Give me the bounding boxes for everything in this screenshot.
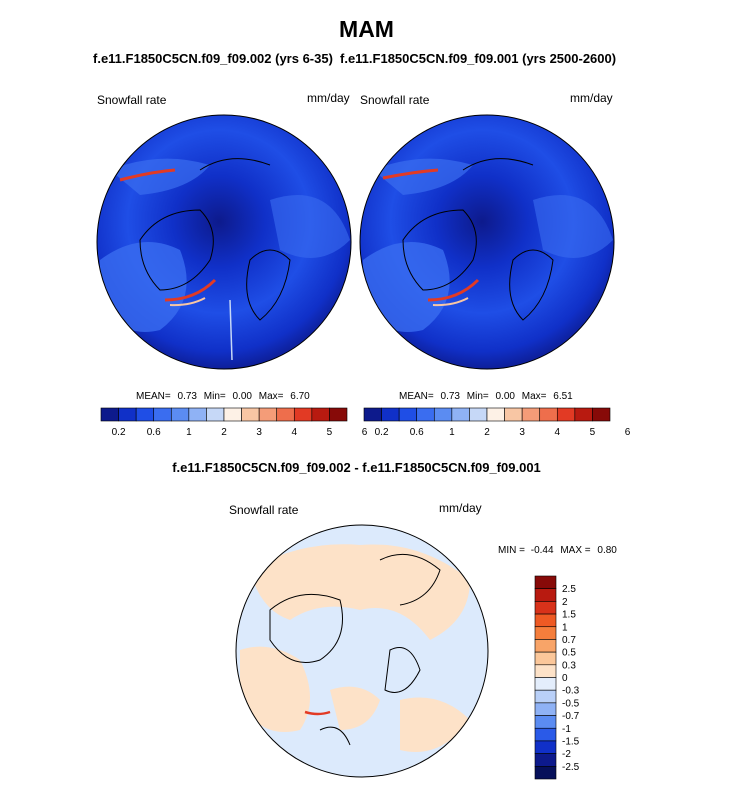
right-colorbar-swatch	[434, 408, 452, 421]
left-colorbar-swatch	[242, 408, 260, 421]
diff-colorbar-swatch	[535, 627, 556, 640]
right-min-label: Min=	[466, 391, 489, 402]
right-colorbar-swatch	[399, 408, 417, 421]
right-colorbar-swatch	[487, 408, 505, 421]
difference-title: f.e11.F1850C5CN.f09_f09.002 - f.e11.F1850C5CN.f09_f09.001	[172, 460, 541, 475]
right-colorbar-tick-label: 2	[484, 427, 490, 438]
left-panel-title: f.e11.F1850C5CN.f09_f09.002 (yrs 6-35)	[93, 51, 333, 66]
left-colorbar-tick-label: 0.6	[146, 427, 161, 438]
diff-colorbar-label: -1	[562, 723, 571, 735]
left-colorbar-tick-label: 2	[221, 427, 227, 438]
right-colorbar-tick-label: 5	[589, 427, 596, 438]
right-mean-value: 0.73	[440, 391, 460, 402]
left-min-label: Min=	[203, 391, 226, 402]
left-colorbar-tick-label: 4	[291, 427, 298, 438]
left-map	[97, 115, 351, 369]
left-units-label: mm/day	[307, 91, 350, 105]
left-colorbar-swatch	[329, 408, 347, 421]
left-max-value: 6.70	[290, 391, 310, 402]
left-colorbar-swatch	[189, 408, 207, 421]
right-variable-label: Snowfall rate	[360, 93, 430, 107]
right-min-value: 0.00	[495, 391, 515, 402]
diff-colorbar-swatch	[535, 614, 556, 627]
diff-colorbar-swatch	[535, 601, 556, 614]
diff-colorbar-label: -1.5	[562, 736, 580, 748]
diff-colorbar-swatch	[535, 690, 556, 703]
left-colorbar-swatch	[277, 408, 295, 421]
left-colorbar-swatch	[171, 408, 189, 421]
left-colorbar-swatch	[101, 408, 119, 421]
diff-colorbar-label: -2	[562, 749, 571, 761]
right-colorbar-tick-label: 4	[554, 427, 561, 438]
diff-colorbar-label: -2.5	[562, 761, 580, 773]
right-units-label: mm/day	[570, 91, 613, 105]
left-colorbar-swatch	[136, 408, 154, 421]
diff-colorbar-label: 0.3	[562, 660, 576, 672]
diff-min-label: MIN =	[498, 545, 525, 556]
right-colorbar-tick-label: 1	[449, 427, 455, 438]
diff-colorbar-label: 2	[562, 596, 568, 608]
diff-colorbar-label: 2.5	[562, 584, 576, 596]
left-colorbar-swatch	[154, 408, 172, 421]
diff-colorbar-label: -0.3	[562, 685, 580, 697]
right-panel-title: f.e11.F1850C5CN.f09_f09.001 (yrs 2500-2600)	[340, 51, 617, 66]
right-max-value: 6.51	[553, 391, 573, 402]
diff-colorbar-label: 0.5	[562, 647, 576, 659]
diff-variable-label: Snowfall rate	[229, 503, 299, 517]
diff-colorbar-label: 0	[562, 673, 568, 684]
left-colorbar-tick-label: 1	[186, 427, 192, 438]
right-colorbar-swatch	[382, 408, 400, 421]
right-map	[360, 115, 614, 369]
right-mean-label: MEAN=	[399, 391, 434, 402]
diff-colorbar-swatch	[535, 754, 556, 767]
left-colorbar-swatch	[224, 408, 242, 421]
diff-colorbar-swatch	[535, 703, 556, 716]
right-colorbar-swatch	[575, 408, 593, 421]
left-min-value: 0.00	[232, 391, 252, 402]
right-colorbar	[361, 408, 631, 438]
diff-colorbar-swatch	[535, 728, 556, 741]
diff-colorbar-swatch	[535, 716, 556, 729]
left-colorbar-swatch	[259, 408, 277, 421]
diff-colorbar-swatch	[535, 665, 556, 678]
left-colorbar-swatch	[294, 408, 312, 421]
left-colorbar-tick-label: 0.2	[111, 427, 126, 438]
right-colorbar-tick-label: 0.2	[374, 427, 389, 438]
diff-colorbar-swatch	[535, 589, 556, 602]
left-colorbar-tick-label: 5	[326, 427, 333, 438]
left-colorbar-tick-label: 6	[361, 427, 368, 438]
left-mean-value: 0.73	[177, 391, 197, 402]
diff-colorbar-swatch	[535, 678, 556, 691]
left-max-label: Max=	[258, 391, 284, 402]
diff-colorbar-label: 0.7	[562, 634, 576, 646]
diff-colorbar-swatch	[535, 741, 556, 754]
right-colorbar-tick-label: 6	[624, 427, 631, 438]
left-mean-label: MEAN=	[136, 391, 171, 402]
diff-colorbar-label: 1	[562, 622, 568, 634]
diff-colorbar-swatch	[535, 766, 556, 779]
left-variable-label: Snowfall rate	[97, 93, 167, 107]
left-colorbar	[101, 408, 368, 438]
right-colorbar-swatch	[522, 408, 540, 421]
left-colorbar-swatch	[312, 408, 330, 421]
left-colorbar-swatch	[119, 408, 137, 421]
diff-units-label: mm/day	[439, 501, 482, 515]
right-colorbar-swatch	[364, 408, 382, 421]
left-colorbar-swatch	[206, 408, 224, 421]
right-colorbar-tick-label: 0.6	[409, 427, 424, 438]
right-colorbar-swatch	[505, 408, 523, 421]
diff-max-label: MAX =	[560, 545, 591, 556]
diff-colorbar-label: -0.5	[562, 698, 580, 710]
right-colorbar-swatch	[540, 408, 558, 421]
right-colorbar-tick-label: 3	[519, 427, 525, 438]
right-colorbar-swatch	[592, 408, 610, 421]
diff-colorbar-label: 1.5	[562, 609, 576, 621]
diff-colorbar-swatch	[535, 652, 556, 665]
right-colorbar-swatch	[417, 408, 435, 421]
diff-colorbar	[535, 576, 580, 779]
difference-map	[236, 525, 488, 777]
left-colorbar-tick-label: 3	[256, 427, 262, 438]
right-colorbar-swatch	[557, 408, 575, 421]
diff-max-value: 0.80	[597, 545, 617, 556]
diff-colorbar-swatch	[535, 576, 556, 589]
diff-min-value: -0.44	[530, 545, 554, 556]
diff-colorbar-swatch	[535, 639, 556, 652]
main-title: MAM	[339, 16, 394, 42]
diff-colorbar-label: -0.7	[562, 711, 580, 723]
right-colorbar-swatch	[452, 408, 470, 421]
right-colorbar-swatch	[469, 408, 487, 421]
right-max-label: Max=	[521, 391, 547, 402]
